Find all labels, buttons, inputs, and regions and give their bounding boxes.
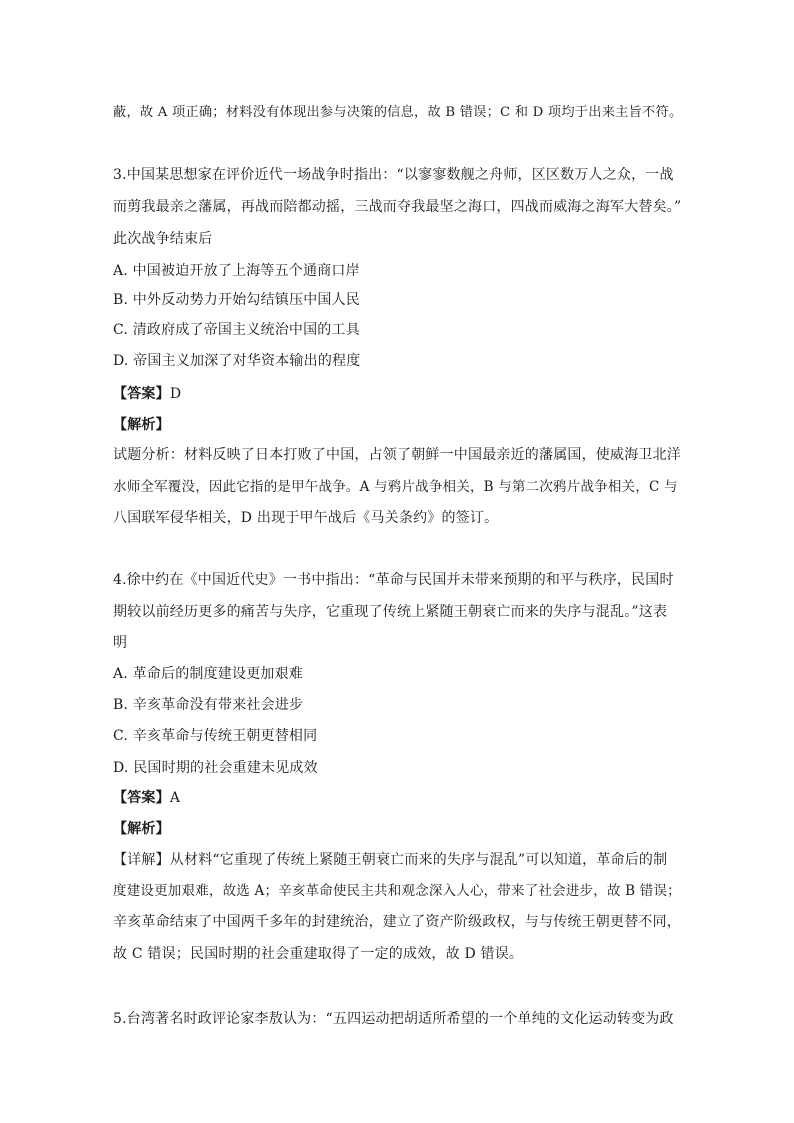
q3-option-b: B. 中外反动势力开始勾结镇压中国人民 [113,292,360,308]
q4-analysis-line-4: 故 C 错误；民国时期的社会重建取得了一定的成效，故 D 错误。 [113,946,524,962]
q4-option-c: C. 辛亥革命与传统王朝更替相同 [113,728,318,744]
q4-option-d: D. 民国时期的社会重建未见成效 [113,760,318,776]
q3-answer-label: 【答案】 [113,386,170,402]
q3-stem-line-2: 而剪我最亲之藩属，再战而陪都动摇，三战而夺我最坚之海口，四战而威海之海军大替矣。” [113,199,682,215]
q5-stem-line-1: 5.台湾著名时政评论家李敖认为：“五四运动把胡适所希望的一个单纯的文化运动转变为政 [113,1011,674,1027]
q4-option-b: B. 辛亥革命没有带来社会进步 [113,697,304,713]
q3-stem-line-3: 此次战争结束后 [113,231,213,247]
q3-stem-line-1: 3.中国某思想家在评价近代一场战争时指出：“以寥寥数舰之舟师，区区数万人之众，一战 [113,167,674,183]
q4-option-a: A. 革命后的制度建设更加艰难 [113,666,304,682]
q3-answer-value: D [169,386,182,402]
q3-analysis-label: 【解析】 [113,417,170,433]
q4-stem-line-3: 明 [113,635,128,651]
q3-analysis-line-2: 水师全军覆没，因此它指的是甲午战争。A 与鸦片战争相关，B 与第二次鸦片战争相关，C 与 [113,479,678,495]
q4-answer-value: A [169,790,181,806]
q4-analysis-line-1: 【详解】从材料“它重现了传统上紧随王朝衰亡而来的失序与混乱”可以知道，革命后的制 [113,852,668,868]
q3-option-d: D. 帝国主义加深了对华资本输出的程度 [113,353,361,369]
q4-answer-label: 【答案】 [113,790,170,806]
q4-analysis-line-2: 度建设更加艰难，故选 A；辛亥革命使民主共和观念深入人心，带来了社会进步，故 B 错误； [113,883,681,899]
q3-answer [113,384,181,404]
q3-analysis-line-3: 八国联军侵华相关，D 出现于甲午战后《马关条约》的签订。 [113,510,499,526]
q4-answer [113,788,180,808]
q3-option-c: C. 清政府成了帝国主义统治中国的工具 [113,322,360,338]
q4-analysis-line-3: 辛亥革命结束了中国两千多年的封建统治，建立了资产阶级政权，与与传统王朝更替不同， [113,914,681,930]
q4-analysis-label: 【解析】 [113,821,170,837]
q3-option-a: A. 中国被迫开放了上海等五个通商口岸 [113,263,360,279]
carryover-text: 蔽，故 A 项正确；材料没有体现出参与决策的信息，故 B 错误；C 和 D 项均于出来主旨不符。 [113,105,683,120]
q4-stem-line-2: 期较以前经历更多的痛苦与失序，它重现了传统上紧随王朝衰亡而来的失序与混乱。”这表 [113,604,668,620]
q3-analysis-line-1: 试题分析：材料反映了日本打败了中国，占领了朝鲜一中国最亲近的藩属国，使威海卫北洋 [113,447,681,463]
q4-stem-line-1: 4.徐中约在《中国近代史》一书中指出：“革命与民国并未带来预期的和平与秩序，民国时 [113,572,674,588]
